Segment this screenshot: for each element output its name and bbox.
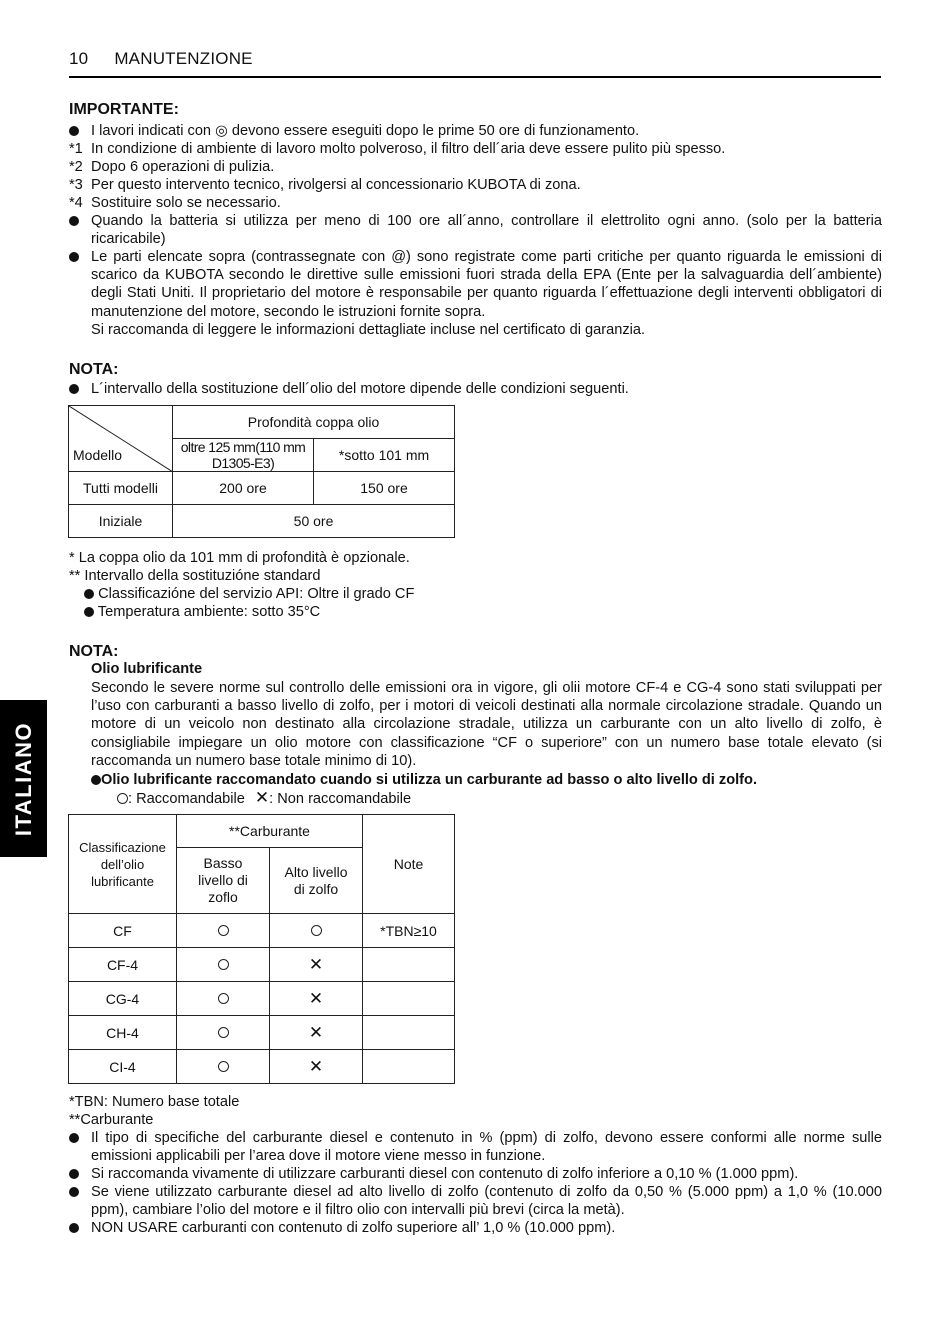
bullet-icon: [69, 122, 79, 141]
recommended-circle-icon: [311, 925, 322, 936]
oil-interval-table: [68, 405, 455, 538]
important-item: *3 Per questo intervento tecnico, rivolgersi al concessionario KUBOTA di zona.: [69, 177, 581, 193]
tbn-footnote: *TBN: Numero base totale: [69, 1094, 240, 1110]
fuel-footnote: **Carburante: [69, 1112, 154, 1128]
recommended-circle-icon: [117, 793, 128, 804]
bullet-icon: [91, 775, 101, 785]
column-header-note: Note: [363, 815, 455, 914]
column-header-high-sulfur: Alto livello di zolfo: [270, 848, 363, 914]
recommended-circle-icon: [218, 925, 229, 936]
column-header-fuel: **Carburante: [177, 815, 363, 848]
table-row: CG-4 ✕: [69, 982, 455, 1016]
fuel-item: Il tipo di specifiche del carburante diesel e contenuto in % (ppm) di zolfo, devono essere conformi alle norme sulle emissioni applicabili per l’area dove il motore viene messo in funzione.: [69, 1129, 882, 1165]
bullet-icon: [69, 1183, 79, 1202]
bullet-icon: [69, 1165, 79, 1184]
important-item: I lavori indicati con ◎ devono essere eseguiti dopo le prime 50 ore di funzionamento.: [69, 122, 882, 140]
not-recommended-cross-icon: ✕: [254, 788, 270, 807]
table-row: CF-4 ✕: [69, 948, 455, 982]
bullet-icon: [69, 1219, 79, 1238]
important-item: Quando la batteria si utilizza per meno di 100 ore all´anno, controllare il elettrolito ogni anno. (solo per la batteria ricaricabile): [69, 212, 882, 248]
not-recommended-cross-icon: ✕: [308, 1057, 324, 1076]
footnote-marker: *1: [69, 141, 83, 157]
not-recommended-cross-icon: ✕: [308, 1023, 324, 1042]
oil-classification-table: [68, 814, 455, 1084]
bullet-icon: [84, 607, 94, 617]
important-item: *1 In condizione di ambiente di lavoro molto polveroso, il filtro dell´aria deve essere pulito più spesso.: [69, 141, 726, 157]
bullet-icon: [69, 380, 79, 399]
lubricant-subtitle: Olio lubrificante: [91, 661, 203, 677]
footnote-marker: *4: [69, 195, 83, 211]
bullet-icon: [69, 248, 79, 267]
lubricant-recommendation: Olio lubrificante raccomandato cuando si utilizza un carburante ad basso o alto livello di zolfo.: [91, 771, 757, 789]
bullet-icon: [84, 589, 94, 599]
language-tab-label: ITALIANO: [10, 721, 36, 836]
table-row: Tutti modelli 200 ore 150 ore: [69, 472, 455, 505]
table-row: CH-4 ✕: [69, 1016, 455, 1050]
important-item: *2 Dopo 6 operazioni di pulizia.: [69, 159, 275, 175]
nota-heading: NOTA:: [69, 643, 119, 660]
column-header-over-125: oltre 125 mm(110 mm D1305-E3): [173, 439, 314, 472]
fuel-item: NON USARE carburanti con contenuto di zolfo superiore all’ 1,0 % (10.000 ppm).: [69, 1219, 882, 1237]
column-group-header: Profondità coppa olio: [173, 406, 455, 439]
table-row: CI-4 ✕: [69, 1050, 455, 1084]
recommended-circle-icon: [218, 993, 229, 1004]
fuel-item: Se viene utilizzato carburante diesel ad alto livello di zolfo (contenuto di zolfo da 0,50 % (5.000 ppm) a 1,0 % (10.000 ppm), cambiare l’olio del motore e il filtro olio con intervalli più brevi (circa la metà).: [69, 1183, 882, 1219]
oil-condition-item: Temperatura ambiente: sotto 35°C: [84, 603, 320, 621]
important-item: *4 Sostituire solo se necessario.: [69, 195, 281, 211]
oil-footnote-1: * La coppa olio da 101 mm di profondità è opzionale.: [69, 550, 410, 566]
oil-footnote-2: ** Intervallo della sostituzióne standard: [69, 568, 321, 584]
footnote-marker: *2: [69, 159, 83, 175]
lubricant-paragraph: Secondo le severe norme sul controllo delle emissioni ora in vigore, gli olii motore CF-4 e CG-4 sono stati sviluppati per l’uso con carburanti a basso livello di zolfo, per i motori di veicoli destinati alla normale circolazione stradale. Quando un motore di un veicolo non destinato alla circolazione stradale, utilizza un carburante con un alto livello di zolfo, è consigliabile impiegare un olio motore con classificazione “CF o superiore” con un numero base totale elevato (si raccomanda un numero base totale minimo di 10).: [91, 680, 882, 769]
section-title: MANUTENZIONE: [114, 49, 253, 68]
symbol-legend: : Raccomandabile ✕: Non raccomandabile: [117, 789, 411, 808]
table-corner-cell: [69, 406, 173, 472]
footnote-marker: *3: [69, 177, 83, 193]
column-header-low-sulfur: Basso livello di zoflo: [177, 848, 270, 914]
row-header-modello: Modello: [73, 447, 123, 463]
bullet-icon: [69, 212, 79, 231]
nota-heading: NOTA:: [69, 361, 119, 378]
not-recommended-cross-icon: ✕: [308, 955, 324, 974]
page-number: 10: [69, 49, 89, 68]
warranty-note: Si raccomanda di leggere le informazioni dettagliate incluse nel certificato di garanzia.: [91, 322, 646, 338]
recommended-circle-icon: [218, 959, 229, 970]
important-item: Le parti elencate sopra (contrassegnate con @) sono registrate come parti critiche per quanto riguarda le emissioni di scarico da KUBOTA secondo le direttive sulle emissioni fuori strada della EPA (Ente per la salvaguardia dell´ambiente) degli Stati Uniti. Il proprietario del motore è responsabile per quanto riguarda l´effettuazione degli interventi obbligatori di manutenzione del motore, secondo le istruzioni fornite sopra.: [69, 248, 882, 321]
table-row: CF *TBN≥10: [69, 914, 455, 948]
important-heading: IMPORTANTE:: [69, 101, 179, 118]
bullet-icon: [69, 1129, 79, 1148]
nota-item: L´intervallo della sostituzione dell´olio del motore dipende delle condizioni seguenti.: [69, 380, 882, 398]
language-tab: [0, 700, 47, 857]
column-header-classification: Classificazione dell’olio lubrificante: [69, 815, 177, 914]
recommended-circle-icon: [218, 1061, 229, 1072]
column-header-under-101: *sotto 101 mm: [314, 439, 455, 472]
fuel-item: Si raccomanda vivamente di utilizzare carburanti diesel con contenuto di zolfo inferiore a 0,10 % (1.000 ppm).: [69, 1165, 882, 1183]
oil-condition-item: Classificazióne del servizio API: Oltre il grado CF: [84, 585, 414, 603]
not-recommended-cross-icon: ✕: [308, 989, 324, 1008]
page-header: [69, 49, 881, 78]
table-row: Iniziale 50 ore: [69, 505, 455, 538]
recommended-circle-icon: [218, 1027, 229, 1038]
